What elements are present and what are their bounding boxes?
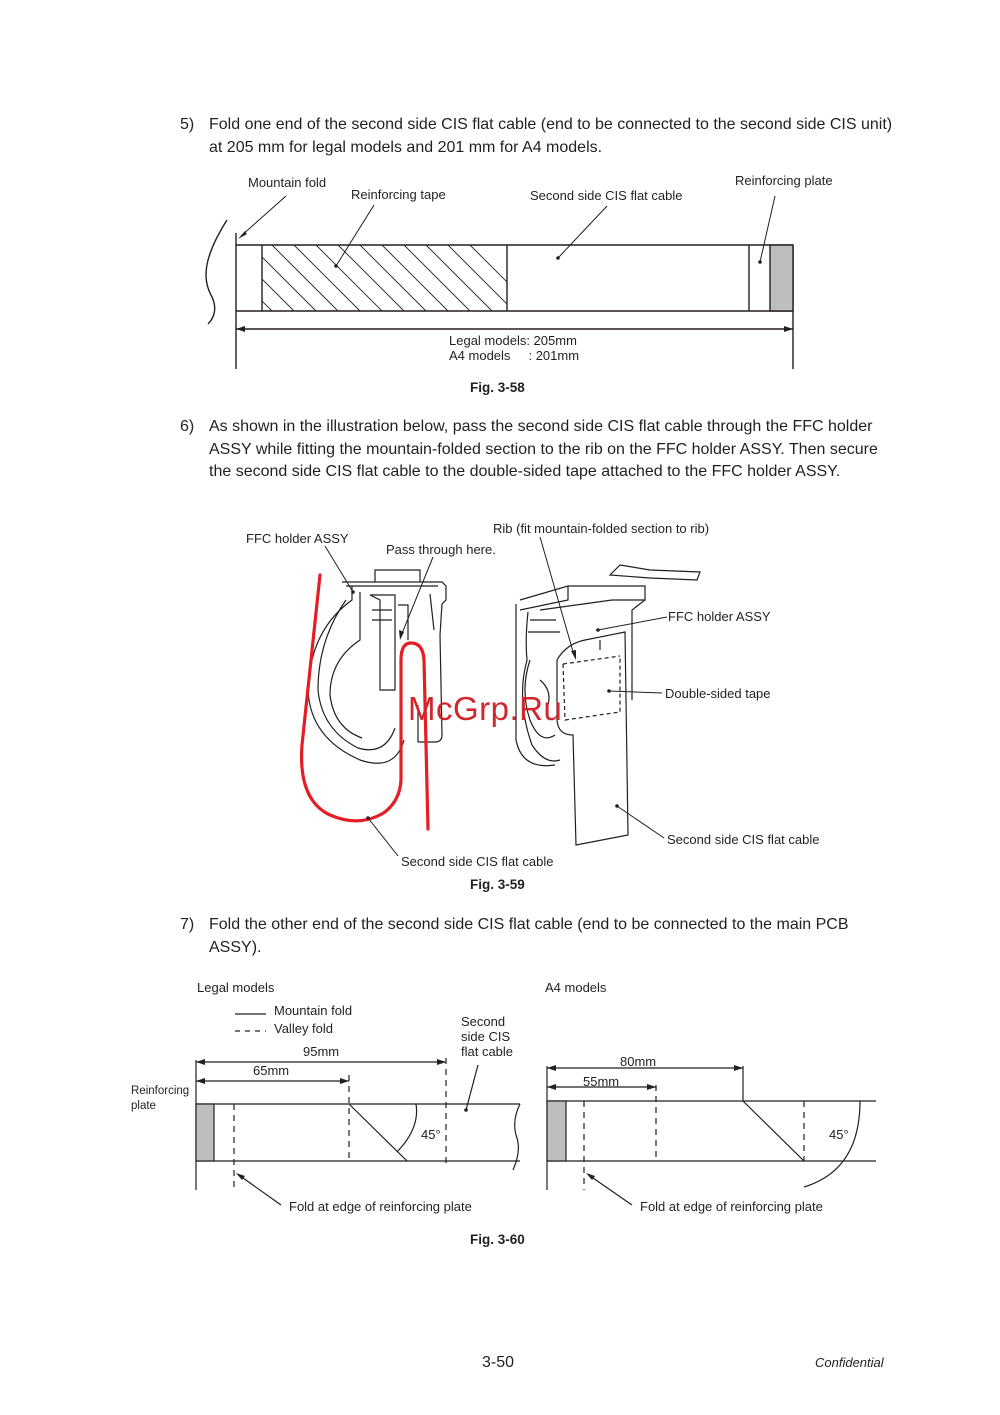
legal-diagram xyxy=(196,1058,520,1205)
flat-cable-label: Second side CIS flat cable xyxy=(530,188,683,203)
fold-edge-right-label: Fold at edge of reinforcing plate xyxy=(640,1199,823,1214)
dim-65-label: 65mm xyxy=(253,1063,290,1078)
legal-models-title: Legal models xyxy=(197,980,275,995)
reinforcing-plate-label: Reinforcing plate xyxy=(735,173,833,188)
legend-valley-fold: Valley fold xyxy=(274,1021,334,1036)
second-side-cable-line3: flat cable xyxy=(461,1044,514,1059)
page-number: 3-50 xyxy=(482,1354,515,1371)
a4-models-title: A4 models xyxy=(545,980,607,995)
a4-reinforcing-plate xyxy=(547,1101,566,1161)
fold-edge-left-label: Fold at edge of reinforcing plate xyxy=(289,1199,472,1214)
angle-right-label: 45° xyxy=(829,1127,849,1142)
confidential-mark: Confidential xyxy=(815,1355,884,1370)
figure-caption: Fig. 3-58 xyxy=(470,380,525,395)
angle-left-label: 45° xyxy=(421,1127,441,1142)
step-text: Fold one end of the second side CIS flat cable (end to be connected to the second side CIS unit) at 205 mm for legal models and 201 mm for A4 models. xyxy=(209,116,893,156)
ffc-holder-right-label: FFC holder ASSY xyxy=(668,609,771,624)
double-sided-tape-label: Double-sided tape xyxy=(665,686,771,701)
step-text: Fold the other end of the second side CIS flat cable (end to be connected to the main PCB ASSY). xyxy=(209,916,849,956)
dim-55-label: 55mm xyxy=(583,1074,620,1089)
step-number: 5) xyxy=(180,116,195,133)
flat-cable-right-label: Second side CIS flat cable xyxy=(667,832,820,847)
step-text: As shown in the illustration below, pass the second side CIS flat cable through the FFC holder ASSY while fitting the mountain-folded section to the rib on the FFC holder ASSY. Then secure the second side CIS flat cable to the double-sided tape attached to the FFC holder ASSY. xyxy=(209,418,878,480)
figure-caption: Fig. 3-60 xyxy=(470,1232,525,1247)
legend-mountain-fold: Mountain fold xyxy=(274,1003,353,1018)
watermark: McGrp.Ru xyxy=(408,690,563,727)
pass-through-label: Pass through here. xyxy=(386,542,496,557)
dim-95-label: 95mm xyxy=(303,1044,340,1059)
legal-reinforcing-plate xyxy=(196,1104,214,1161)
step-number: 6) xyxy=(180,418,195,435)
a4-dimension-label: A4 models : 201mm xyxy=(449,348,580,363)
figure-caption: Fig. 3-59 xyxy=(470,877,525,892)
second-side-cable-line1: Second xyxy=(461,1014,506,1029)
step-number: 7) xyxy=(180,916,195,933)
reinforcing-plate-line2: plate xyxy=(131,1100,156,1112)
legal-dimension-label: Legal models: 205mm xyxy=(449,333,577,348)
rib-label: Rib (fit mountain-folded section to rib) xyxy=(493,521,710,536)
flat-cable-bottom-label: Second side CIS flat cable xyxy=(401,854,554,869)
second-side-cable-line2: side CIS xyxy=(461,1029,511,1044)
mountain-fold-label: Mountain fold xyxy=(248,175,327,190)
reinforcing-plate-line1: Reinforcing xyxy=(131,1085,190,1097)
dim-80-label: 80mm xyxy=(620,1054,657,1069)
ffc-holder-left-label: FFC holder ASSY xyxy=(246,531,349,546)
reinforcing-tape-label: Reinforcing tape xyxy=(351,187,446,202)
